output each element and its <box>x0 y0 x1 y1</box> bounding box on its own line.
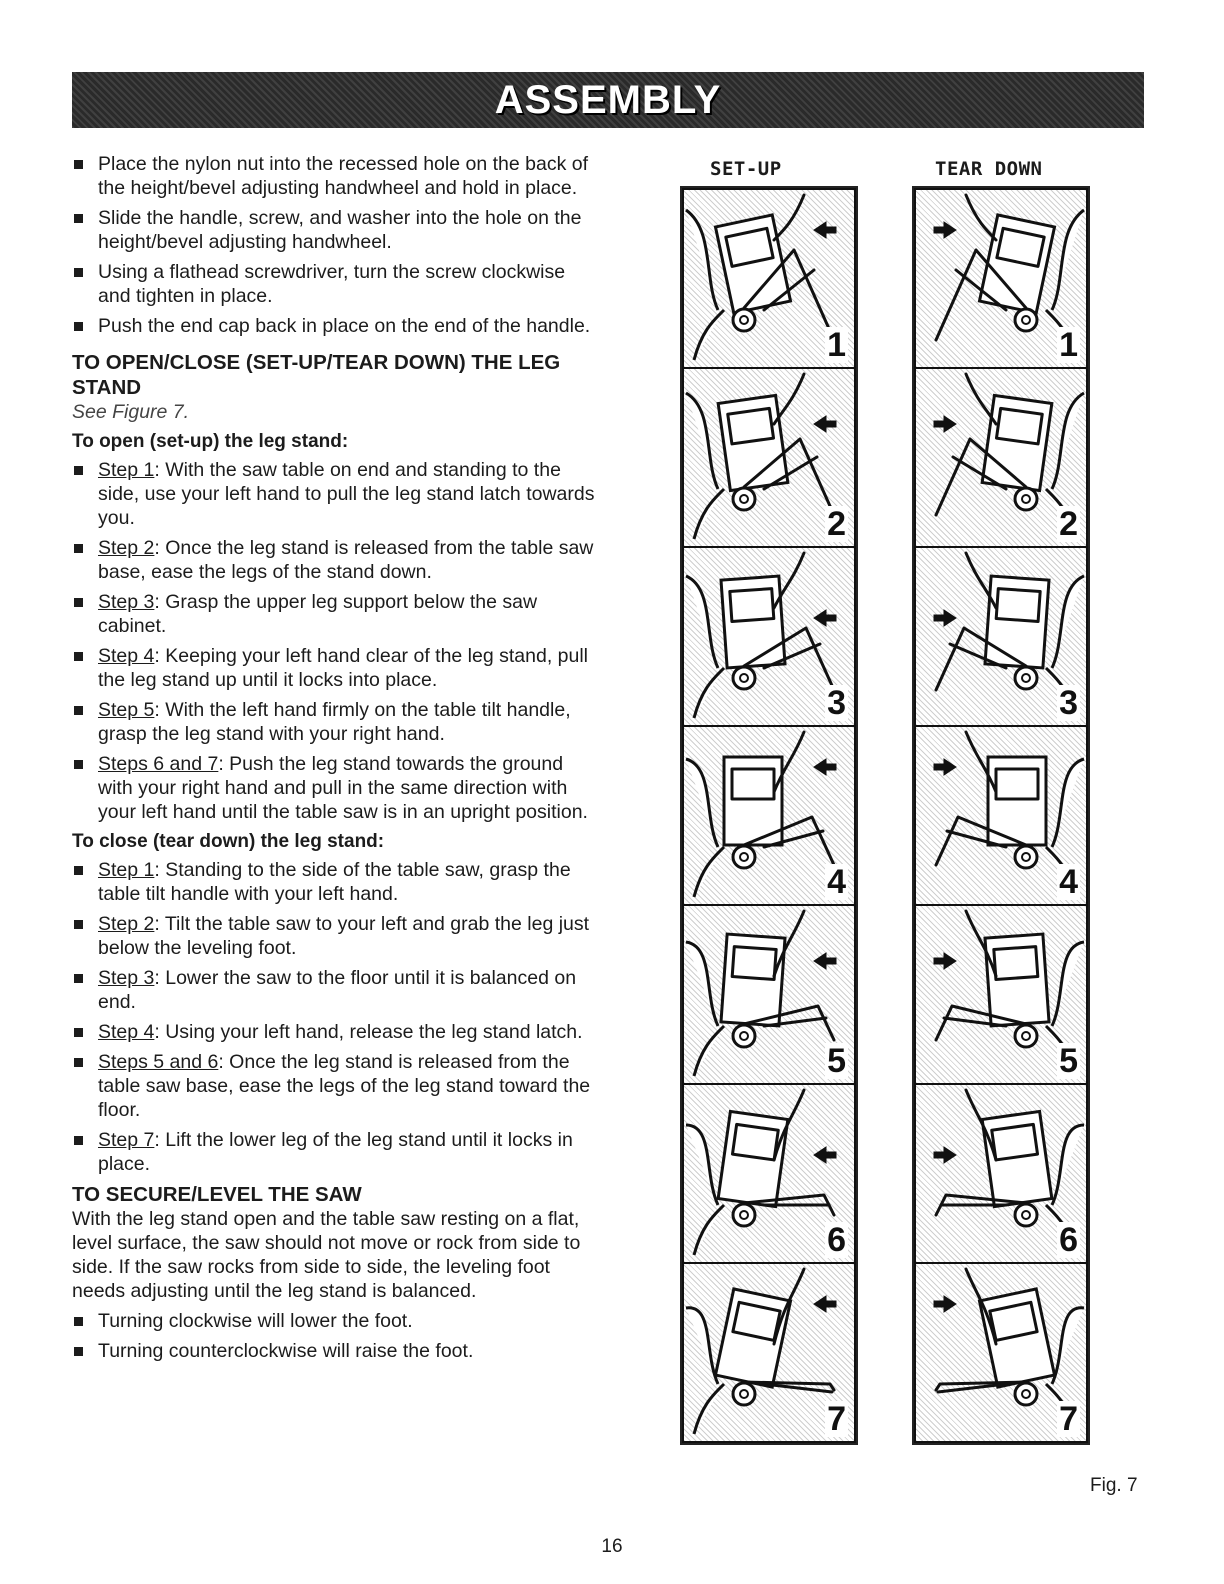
step-reference: Step 3 <box>98 967 155 989</box>
instructions-column <box>72 152 596 1369</box>
figure-reference: See Figure 7. <box>72 401 190 423</box>
setup-panel <box>684 548 854 725</box>
close-step <box>72 858 596 906</box>
step-text: : Lower the saw to the floor until it is balanced on end. <box>98 967 577 1013</box>
intro-bullet: Using a flathead screwdriver, turn the screw clockwise and tighten in place. <box>72 260 596 308</box>
figure-caption: Fig. 7 <box>1090 1475 1138 1496</box>
open-step <box>72 752 596 824</box>
leg-stand-heading: TO OPEN/CLOSE (SET-UP/TEAR DOWN) THE LEG STAND <box>72 351 561 399</box>
close-steps-list <box>72 858 596 1176</box>
close-subheading: To close (tear down) the leg stand: <box>72 831 385 852</box>
teardown-panel <box>916 190 1086 367</box>
step-reference: Step 3 <box>98 591 155 613</box>
figure-7 <box>680 152 1150 1502</box>
panel-step-number: 2 <box>827 505 846 543</box>
panel-step-number: 5 <box>1059 1042 1078 1080</box>
step-text: : Using your left hand, release the leg stand latch. <box>154 1021 583 1043</box>
secure-level-heading: TO SECURE/LEVEL THE SAW <box>72 1183 362 1206</box>
teardown-panel-column <box>912 186 1090 1445</box>
step-reference: Step 7 <box>98 1129 155 1151</box>
step-reference: Step 2 <box>98 537 155 559</box>
step-text: : Push the leg stand towards the ground with your right hand and pull in the same direction with your left hand until the table saw is in an upright position. <box>98 753 588 823</box>
teardown-panel <box>916 1085 1086 1262</box>
close-step <box>72 1050 596 1122</box>
intro-bullet: Slide the handle, screw, and washer into the hole on the height/bevel adjusting handwheel. <box>72 206 596 254</box>
step-reference: Step 1 <box>98 459 155 481</box>
open-subheading: To open (set-up) the leg stand: <box>72 431 349 452</box>
setup-panel <box>684 369 854 546</box>
step-reference: Steps 5 and 6 <box>98 1051 219 1073</box>
setup-panel <box>684 727 854 904</box>
setup-panel <box>684 1085 854 1262</box>
setup-panel <box>684 190 854 367</box>
teardown-panel <box>916 727 1086 904</box>
panel-step-number: 4 <box>827 863 846 901</box>
page-number: 16 <box>601 1536 623 1557</box>
step-text: : With the saw table on end and standing to the side, use your left hand to pull the leg stand latch towards you. <box>98 459 595 529</box>
step-text: : Once the leg stand is released from the table saw base, ease the legs of the leg stand toward the floor. <box>98 1051 591 1121</box>
open-steps-list <box>72 458 596 824</box>
step-text: : Tilt the table saw to your left and grab the leg just below the leveling foot. <box>98 913 590 959</box>
step-reference: Steps 6 and 7 <box>98 753 219 775</box>
step-text: : Lift the lower leg of the leg stand until it locks in place. <box>98 1129 573 1175</box>
intro-bullet: Place the nylon nut into the recessed hole on the back of the height/bevel adjusting handwheel and hold in place. <box>72 152 596 200</box>
setup-panel <box>684 906 854 1083</box>
panel-step-number: 7 <box>827 1400 846 1438</box>
panel-step-number: 6 <box>827 1221 846 1259</box>
step-text: : Once the leg stand is released from the table saw base, ease the legs of the stand down. <box>98 537 594 583</box>
teardown-column-heading: TEAR DOWN <box>935 158 1043 180</box>
setup-column-heading: SET-UP <box>710 158 782 180</box>
panel-step-number: 1 <box>827 326 846 364</box>
step-reference: Step 4 <box>98 645 155 667</box>
open-step <box>72 458 596 530</box>
setup-panel <box>684 1264 854 1441</box>
level-bullet: Turning counterclockwise will raise the foot. <box>72 1339 596 1363</box>
close-step <box>72 912 596 960</box>
teardown-panel <box>916 1264 1086 1441</box>
open-step <box>72 590 596 638</box>
teardown-panel <box>916 369 1086 546</box>
teardown-panel <box>916 906 1086 1083</box>
panel-step-number: 1 <box>1059 326 1078 364</box>
panel-step-number: 3 <box>1059 684 1078 722</box>
panel-step-number: 7 <box>1059 1400 1078 1438</box>
panel-step-number: 5 <box>827 1042 846 1080</box>
panel-step-number: 6 <box>1059 1221 1078 1259</box>
secure-level-paragraph: With the leg stand open and the table saw resting on a flat, level surface, the saw should not move or rock from side to side. If the saw rocks from side to side, the leveling foot needs adjusting until the leg stand is balanced. <box>72 1208 581 1302</box>
panel-step-number: 3 <box>827 684 846 722</box>
intro-bullet-list <box>72 152 596 338</box>
intro-bullet: Push the end cap back in place on the end of the handle. <box>72 314 596 338</box>
panel-step-number: 4 <box>1059 863 1078 901</box>
step-text: : Standing to the side of the table saw, grasp the table tilt handle with your left hand. <box>98 859 571 905</box>
close-step <box>72 1128 596 1176</box>
step-text: : Grasp the upper leg support below the saw cabinet. <box>98 591 538 637</box>
close-step <box>72 1020 596 1044</box>
step-reference: Step 5 <box>98 699 155 721</box>
open-step <box>72 644 596 692</box>
section-banner <box>72 72 1144 128</box>
level-bullet-list <box>72 1309 596 1363</box>
level-bullet: Turning clockwise will lower the foot. <box>72 1309 596 1333</box>
open-step <box>72 536 596 584</box>
step-reference: Step 1 <box>98 859 155 881</box>
setup-panel-column <box>680 186 858 1445</box>
step-reference: Step 2 <box>98 913 155 935</box>
step-text: : With the left hand firmly on the table tilt handle, grasp the leg stand with your right hand. <box>98 699 571 745</box>
panel-step-number: 2 <box>1059 505 1078 543</box>
step-text: : Keeping your left hand clear of the leg stand, pull the leg stand up until it locks into place. <box>98 645 589 691</box>
step-reference: Step 4 <box>98 1021 155 1043</box>
close-step <box>72 966 596 1014</box>
teardown-panel <box>916 548 1086 725</box>
open-step <box>72 698 596 746</box>
page-title: ASSEMBLY <box>494 77 722 122</box>
